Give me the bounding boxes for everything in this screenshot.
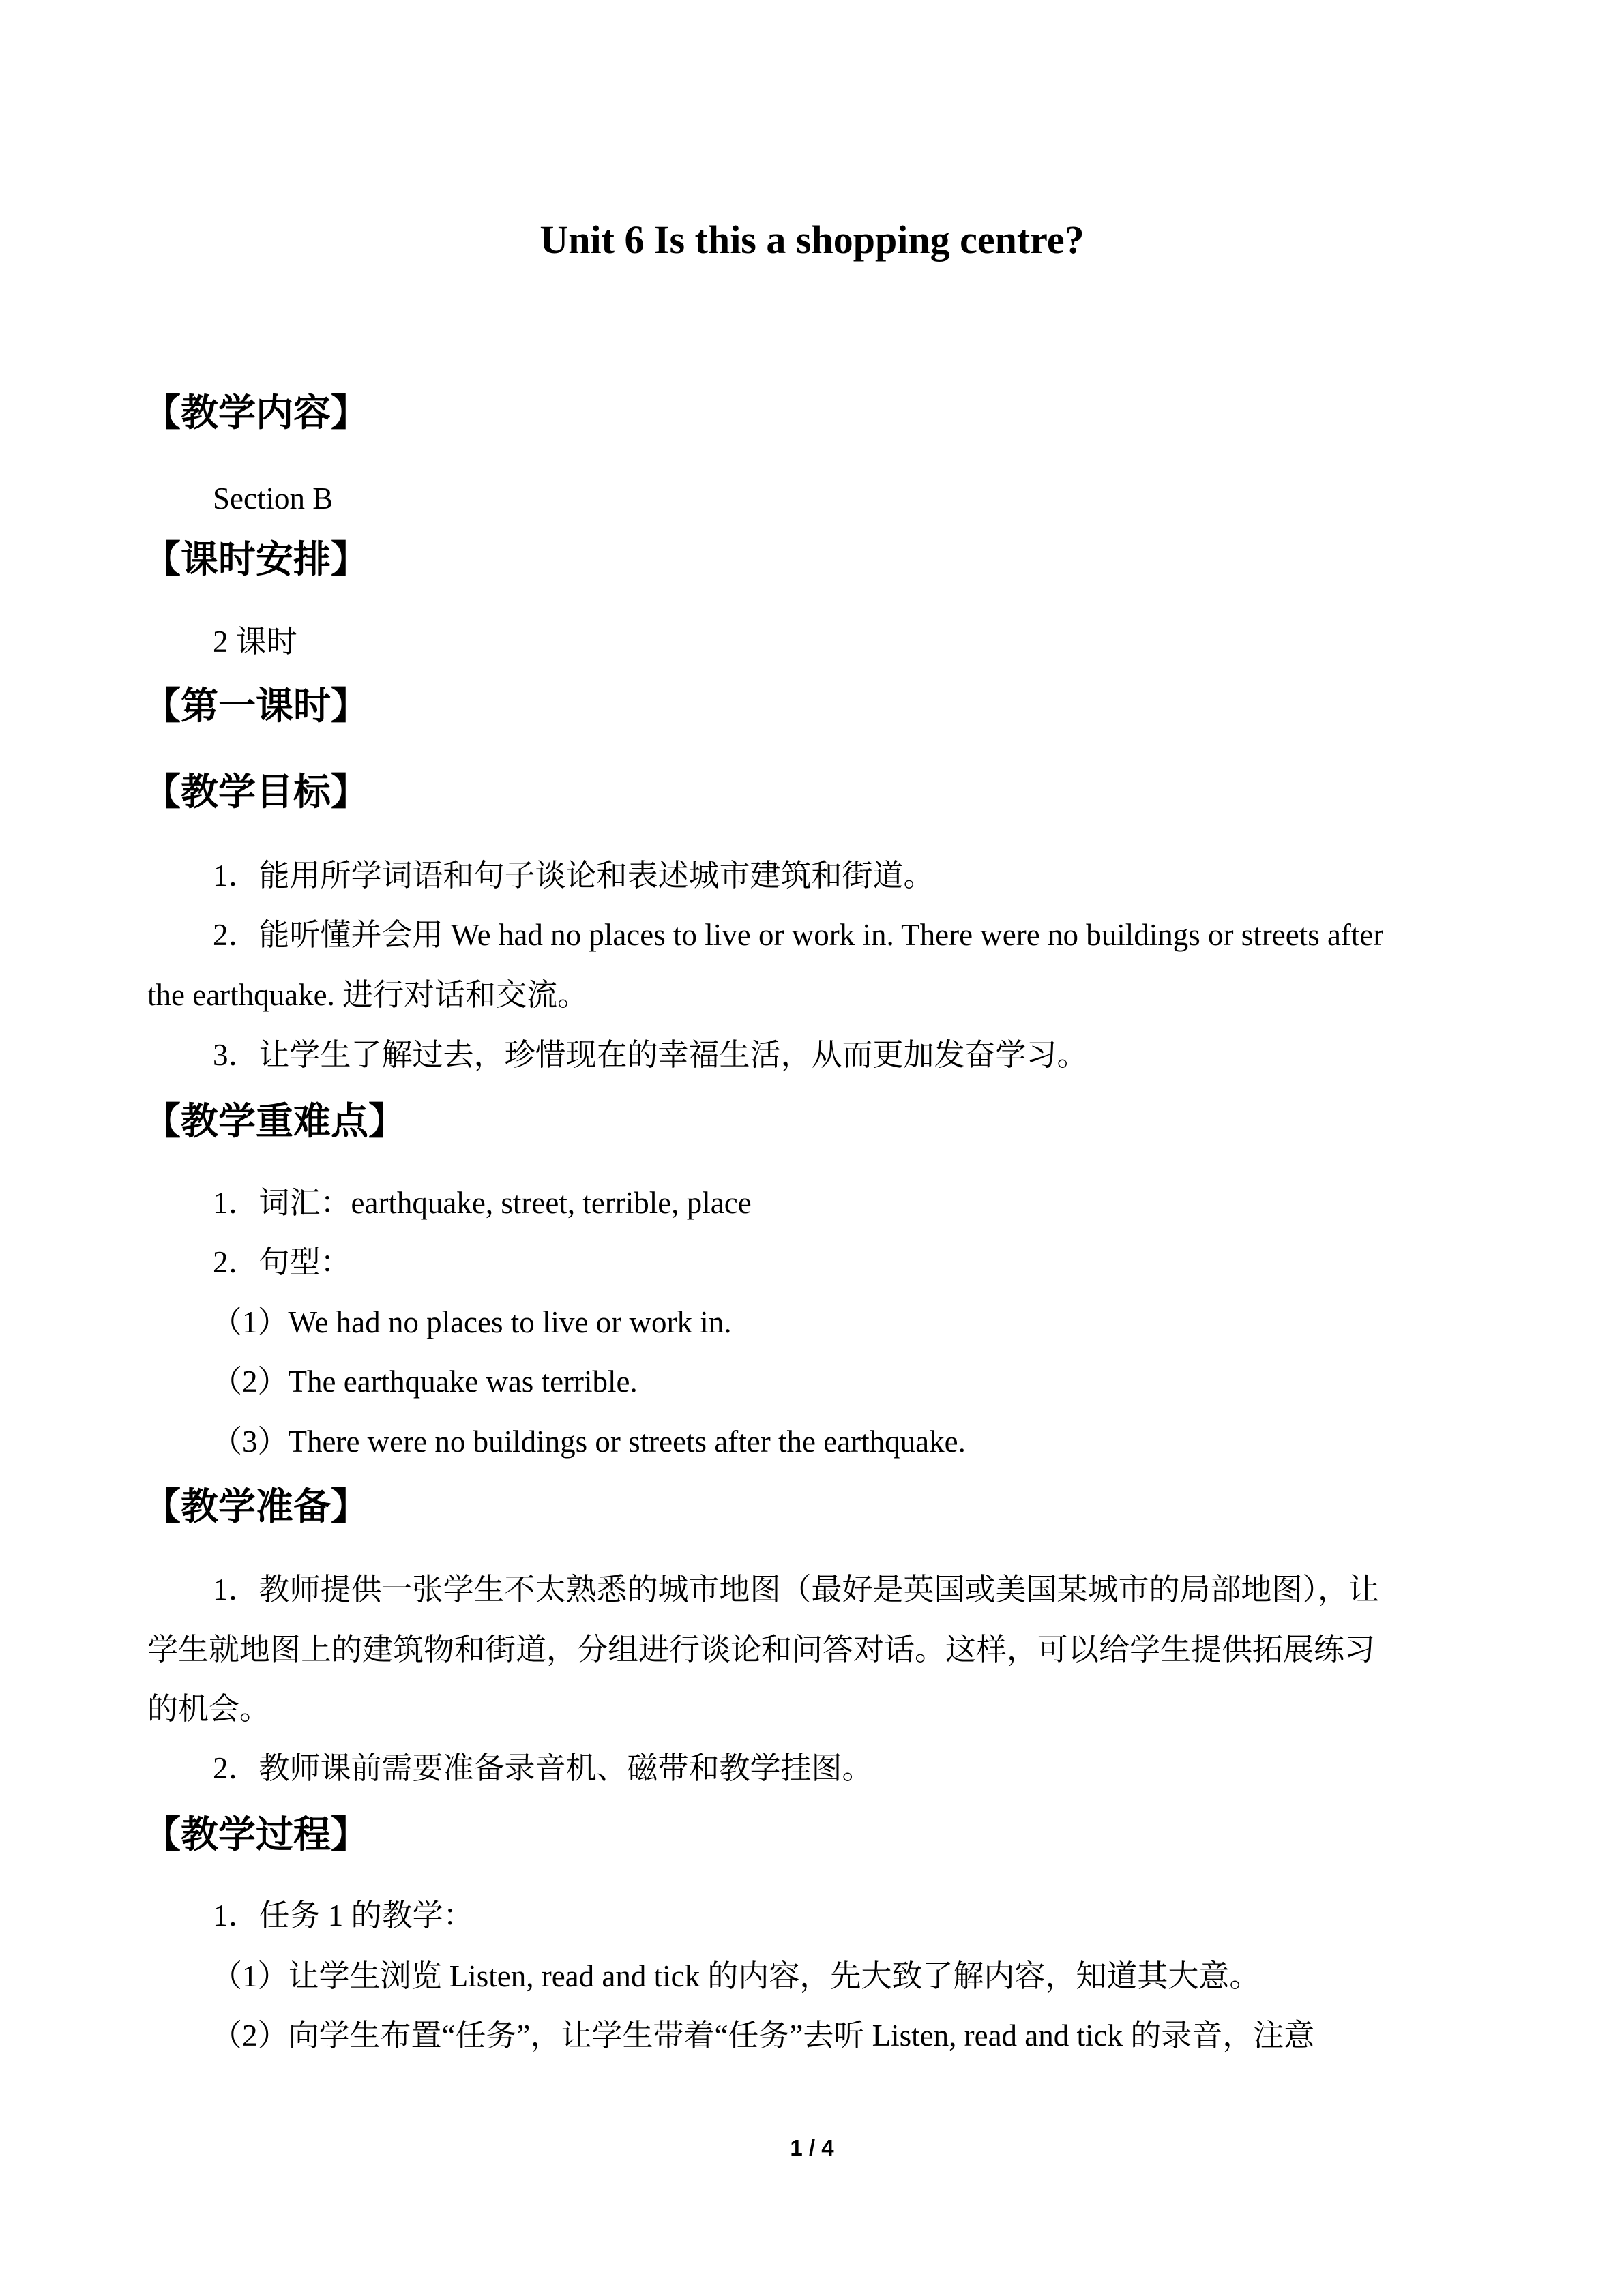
key-point-line: 2．句型：	[213, 1245, 351, 1279]
process-line: （2）向学生布置“任务”，让学生带着“任务”去听 Listen, read and tick 的录音，注意	[211, 2018, 1315, 2053]
process-line: （1）让学生浏览 Listen, read and tick 的内容，先大致了解内容，知道其大意。	[211, 1959, 1260, 1993]
preparation-line: 的机会。	[147, 1692, 271, 1726]
preparation-line: 1．教师提供一张学生不太熟悉的城市地图（最好是英国或美国某城市的局部地图），让	[213, 1572, 1380, 1607]
objective-line: the earthquake. 进行对话和交流。	[147, 978, 589, 1012]
key-point-line: 1．词汇：earthquake, street, terrible, place	[213, 1186, 752, 1220]
content-text: Section B	[213, 481, 334, 516]
document-title: Unit 6 Is this a shopping centre?	[540, 218, 1084, 262]
heading-process: 【教学过程】	[143, 1813, 369, 1856]
key-point-line: （1）We had no places to live or work in.	[211, 1305, 732, 1339]
schedule-text: 2 课时	[213, 625, 297, 659]
page-number: 1 / 4	[790, 2135, 834, 2160]
process-line: 1．任务 1 的教学：	[213, 1898, 474, 1933]
heading-key-points: 【教学重难点】	[143, 1099, 407, 1143]
preparation-line: 2．教师课前需要准备录音机、磁带和教学挂图。	[213, 1751, 873, 1785]
objective-line: 3．让学生了解过去，珍惜现在的幸福生活，从而更加发奋学习。	[213, 1038, 1088, 1072]
heading-preparation: 【教学准备】	[143, 1485, 369, 1528]
heading-first-lesson: 【第一课时】	[143, 684, 369, 728]
key-point-line: （2）The earthquake was terrible.	[211, 1365, 638, 1399]
key-point-line: （3）There were no buildings or streets after the earthquake.	[211, 1425, 966, 1459]
heading-schedule: 【课时安排】	[143, 537, 369, 581]
objective-line: 1．能用所学词语和句子谈论和表述城市建筑和街道。	[213, 859, 934, 893]
heading-teaching-content: 【教学内容】	[143, 391, 369, 434]
heading-objectives: 【教学目标】	[143, 770, 369, 814]
objective-line: 2．能听懂并会用 We had no places to live or work in. There were no buildings or streets after	[213, 918, 1384, 952]
preparation-line: 学生就地图上的建筑物和街道，分组进行谈论和问答对话。这样，可以给学生提供拓展练习	[147, 1632, 1376, 1667]
